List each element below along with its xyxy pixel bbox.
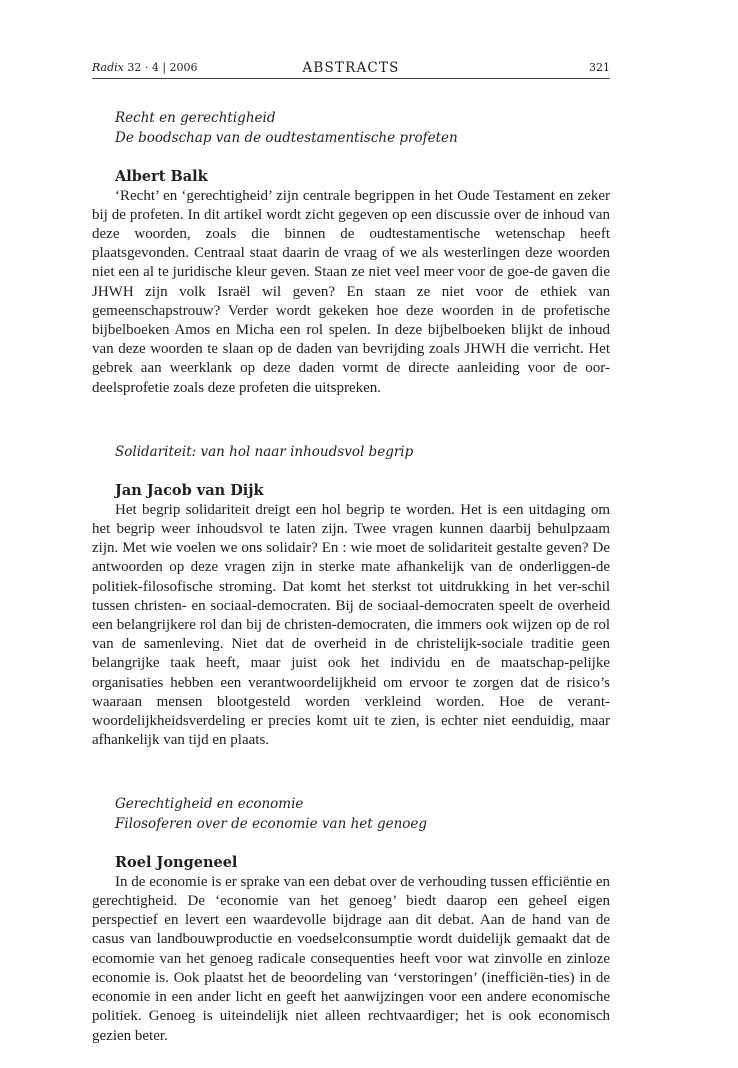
abstract-text: In de economie is er sprake van een debat over de verhouding tussen efficiëntie en gerechtigheid. De ‘economie van het genoeg’ biedt daarop een geheel eigen perspectief en levert een waardevolle bijdrage aan dit debat. Aan de hand van de casus van landbouwproductie en voedselconsumptie wordt duidelijk gemaakt dat de ecomomie van het genoeg radicale consequenties heeft voor wat zinvolle en zinloze economie is. Ook plaatst het de beoordeling van ‘verstoringen’ (inefficiën-ties) in de economie in een ander licht en geeft het aanwijzingen voor een andere economische politiek. Genoeg is uiteindelijk niet alleen rechtvaardiger; het is ook economisch gezien beter. (92, 873, 610, 1044)
title-line: Recht en gerechtigheid (115, 110, 276, 126)
title-line: Solidariteit: van hol naar inhoudsvol begrip (115, 443, 414, 460)
subtitle-line: De boodschap van de oudtestamentische profeten (115, 129, 458, 146)
abstract-text: ‘Recht’ en ‘gerechtigheid’ zijn centrale begrippen in het Oude Testament en zeker bij de profeten. In dit artikel wordt zicht gegeven op een discussie over de inhoud van deze woorden, zoals die binnen de oudtestamentische wetenschap heeft plaatsgevonden. Centraal staat daarin de vraag of we als westerlingen deze woorden niet een al te juridische kleur geven. Staan ze niet veel meer voor de goe-de gaven die JHWH zijn volk Israël wil geven? En staan ze niet voor de ethiek van gemeenschapstrouw? Verder wordt gekeken hoe deze woorden in de profetische bijbelboeken Amos en Micha een rol spelen. In deze bijbelboeken blijkt de inhoud van deze woorden te slaan op de daden van bevrijding zoals JHWH die verricht. Het gebrek aan weerklank op deze daden vormt de directe aanleiding voor de oor-deelsprofetie zoals deze profeten die uitspreken. (92, 187, 610, 396)
article-title (115, 109, 610, 148)
section-title: ABSTRACTS (302, 60, 400, 76)
article-title (115, 443, 610, 463)
page-number: 321 (589, 61, 610, 74)
journal-issue: 32 · 4 | 2006 (127, 61, 198, 74)
article-title (115, 795, 610, 834)
title-line: Gerechtigheid en economie (115, 796, 304, 813)
author-name: Albert Balk (115, 168, 208, 185)
running-head (92, 58, 610, 79)
journal-name: Radix (92, 61, 124, 74)
author-name: Jan Jacob van Dijk (115, 482, 264, 500)
author-name: Roel Jongeneel (115, 854, 238, 872)
abstract-balk (92, 109, 610, 398)
abstract-van-dijk (92, 443, 610, 751)
abstract-jongeneel (92, 795, 610, 1045)
subtitle-line: Filosoferen over de economie van het genoeg (115, 815, 428, 832)
abstract-text: Het begrip solidariteit dreigt een hol begrip te worden. Het is een uitdaging om het begrip weer inhoudsvol te laten zijn. Twee vragen kunnen daarbij behulpzaam zijn. Met wie voelen we ons solidair? En : wie moet de solidariteit gestalte geven? De antwoorden op deze vragen zijn in sterke mate afhankelijk van de onderliggen-de politiek-filosofische stroming. Dat komt het sterkst tot uitdrukking in het ver-schil tussen christen- en sociaal-democraten. Bij de sociaal-democraten speelt de overheid een belangrijkere rol dan bij de christen-democraten, die immers ook wijzen op de rol van de samenleving. Niet dat de overheid in de christelijk-sociale traditie geen belangrijke taak heeft, maar juist ook het individu en de maatschap-pelijke organisaties hebben een verantwoordelijkheid om ervoor te zorgen dat de risico’s waaraan mensen blootgesteld worden verkleind worden. Hoe de verant-woordelijkheidsverdeling er precies komt uit te zien, is echter niet eenduidig, maar afhankelijk van tijd en plaats. (92, 501, 610, 749)
page (92, 58, 610, 1046)
